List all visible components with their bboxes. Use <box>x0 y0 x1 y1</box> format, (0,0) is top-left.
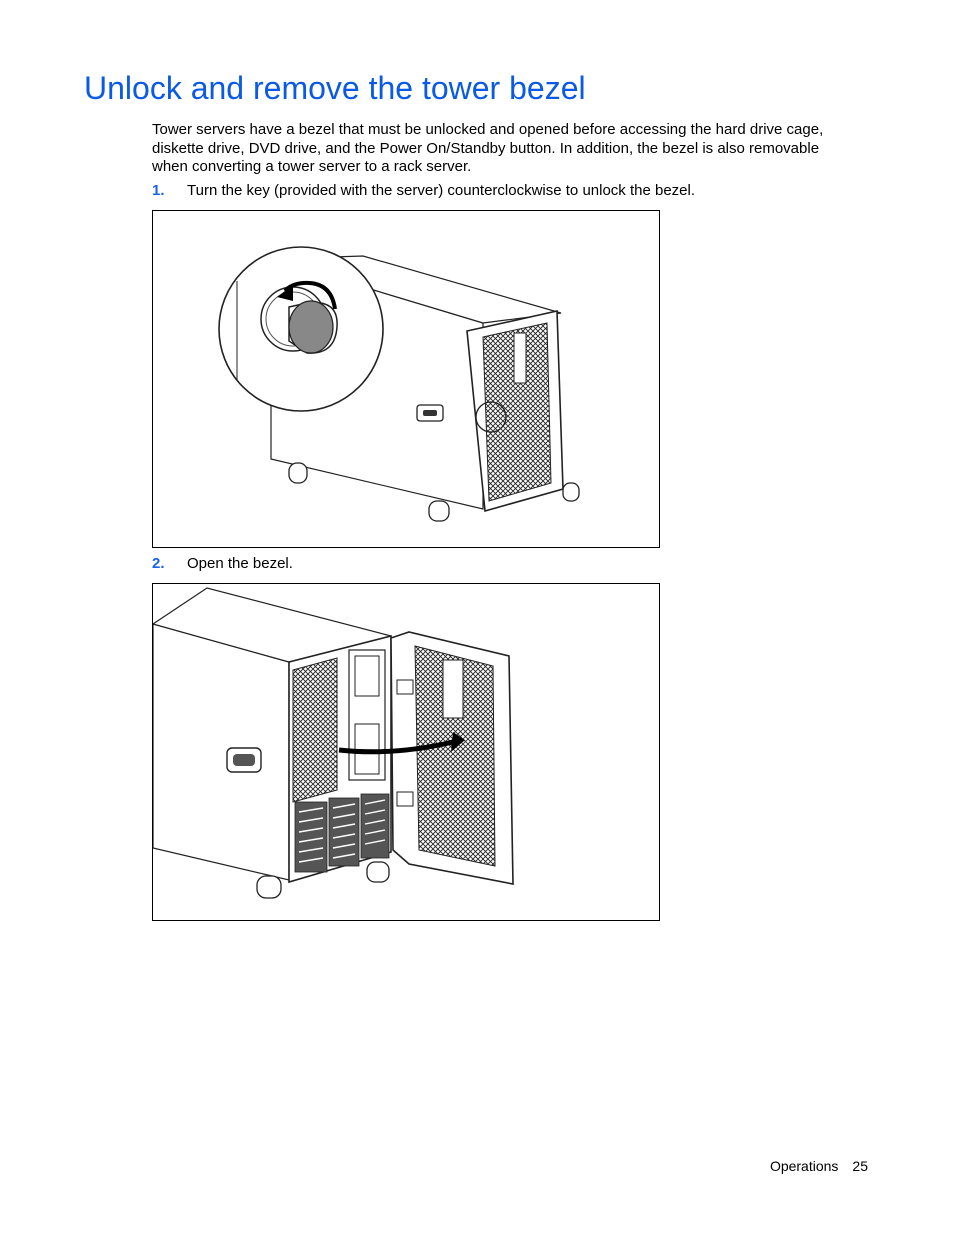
footer-page-number: 25 <box>852 1158 868 1174</box>
figure-open-bezel <box>152 583 660 921</box>
tower-server-key-illustration <box>153 211 659 547</box>
media-bay <box>349 650 385 780</box>
bezel-label-plate <box>443 660 463 718</box>
server-handle-grip <box>233 754 255 766</box>
key-face <box>289 301 333 353</box>
tower-server-open-bezel-illustration <box>153 584 659 920</box>
step-1 <box>152 182 695 200</box>
step-1-text: Turn the key (provided with the server) counterclockwise to unlock the bezel. <box>187 182 696 199</box>
step-2-number: 2. <box>152 555 165 572</box>
bezel-label-plate <box>514 333 526 383</box>
server-side-panel <box>153 624 289 880</box>
step-2 <box>152 555 293 573</box>
page-footer <box>756 1158 868 1174</box>
step-2-text: Open the bezel. <box>187 555 293 572</box>
page-title: Unlock and remove the tower bezel <box>84 70 586 106</box>
server-handle-grip <box>423 410 437 416</box>
intro-paragraph: Tower servers have a bezel that must be unlocked and opened before accessing the hard drive cage, diskette drive, DVD drive, and the Power On/Standby button. In addition, the bezel is also removable when converting a tower server to a rack server. <box>152 121 824 175</box>
fan-grille <box>293 658 337 802</box>
footer-section: Operations <box>769 1158 839 1174</box>
figure-unlock-bezel <box>152 210 660 548</box>
step-1-number: 1. <box>152 182 165 199</box>
